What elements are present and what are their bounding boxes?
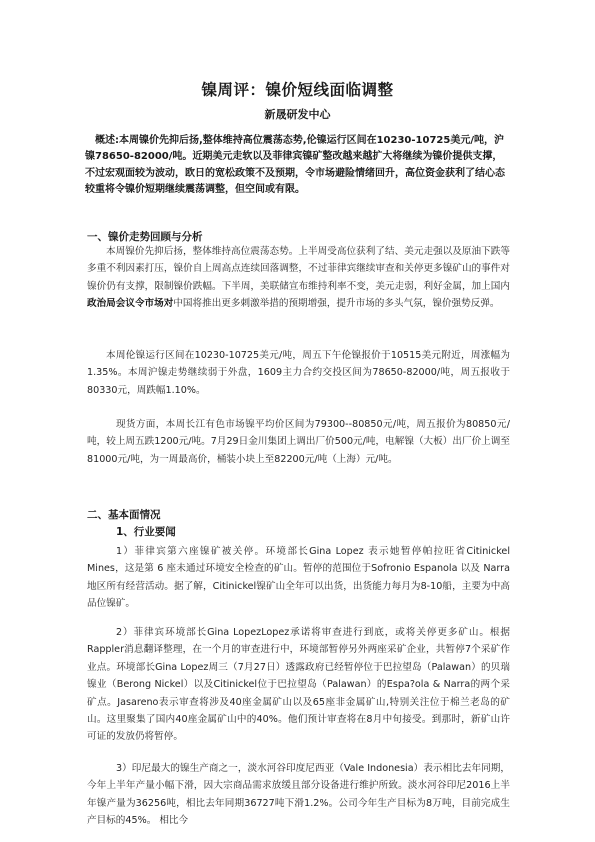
highlight-text: 政治局会议令市场对 [87, 298, 174, 310]
document-title: 镍周评：镍价短线面临调整 [201, 81, 394, 99]
trend-paragraph-2: 本周伦镍运行区间在10230-10725美元/吨，周五下午伦镍报价于10515美元附近，周涨幅为1.35%。本周沪镍走势继续弱于外盘，1609主力合约交投区间为78650-82000/吨，周五报收于80330元，周跌幅1.10%。 [87, 350, 510, 396]
section-heading-trend: 一、镍价走势回顾与分析 [87, 231, 203, 243]
summary-paragraph [85, 133, 510, 199]
news-item-2: 2）菲律宾环境部长Gina LopezLopez承诺将审查进行到底，或将关停更多矿山。根据Rappler消息翻译整理，在一个月的审查进行中，环境部暂停另外两座采矿企业，共暂停7个采矿作业点。环境部长Gina Lopez周三（7月27日）透露政府已经暂停位于巴拉望岛（Palawan）的贝瑞镍业（Berong Nickel）以及Citinickel位于巴拉望岛（Palawan）的Espa?ola & Narra的两个采矿点。Jasareno表示审查将涉及40座金属矿山以及65座非金属矿山,特别关注位于棉兰老岛的矿山。这里聚集了国内40座金属矿山中的40%。他们预计审查将在8月中旬接受。到那时，新矿山许可证的发放仍将暂停。 [87, 627, 510, 743]
summary-text: 概述:本周镍价先抑后扬,整体维持高位震荡态势,伦镍运行区间在10230-10725美元/吨，沪镍78650-82000/吨。近期美元走软以及菲律宾镍矿整改越来越扩大将继续为镍价提供支撑，不过宏观面较为波动，欧日的宽松政策不及预期，令市场避险情绪回升，高位资金获利了结心态较重将令镍价短期继续震荡调整，但空间或有限。 [85, 135, 505, 196]
news-item-1: 1）菲律宾第六座镍矿被关停。环境部长Gina Lopez 表示她暂停帕拉旺省Citinickel Mines，这是第 6 座未通过环境安全检查的矿山。暂停的范围位于Sofronio Espanola 以及 Narra地区所有经营活动。据了解，Citinickel镍矿山全年可以出货，出货能力每月为8-10船，主要为中高品位镍矿。 [87, 546, 510, 610]
document-author: 新晟研发中心 [264, 108, 331, 121]
news-item-3: 3）印尼最大的镍生产商之一，淡水河谷印度尼西亚（Vale Indonesia）表示相比去年同期，今年上半年产量小幅下滑，因大宗商品需求放缓且部分设备进行维护所致。淡水河谷印尼2016上半年镍产量为36256吨，相比去年同期36727吨下滑1.2%。公司今年生产目标为8万吨，目前完成生产目标的45%。 相比今 [87, 763, 510, 827]
section-heading-fundamentals: 二、基本面情况 [87, 509, 161, 521]
subsection-heading-news: 1、行业要闻 [116, 526, 176, 538]
trend-paragraph-1: 本周镍价先抑后扬，整体维持高位震荡态势。上半周受高位获利了结、美元走强以及原油下跌等多重不利因素打压，镍价自上周高点连续回落调整，不过菲律宾继续审查和关停更多镍矿山的事件对镍价仍有支撑，限制镍价跌幅。下半周，美联储宣布维持利率不变，美元走弱，利好金属，加上国内政治局会议令市场对中国将推出更多刺激举措的预期增强，提升市场的多头气氛，镍价强势反弹。 [87, 246, 510, 310]
trend-paragraph-3: 现货方面，本周长江有色市场镍平均价区间为79300--80850元/吨，周五报价为80850元/吨，较上周五跌1200元/吨。7月29日金川集团上调出厂价500元/吨，电解镍（大板）出厂价上调至81000元/吨，为一周最高价，桶装小块上至82200元/吨（上海）元/吨。 [87, 419, 510, 465]
